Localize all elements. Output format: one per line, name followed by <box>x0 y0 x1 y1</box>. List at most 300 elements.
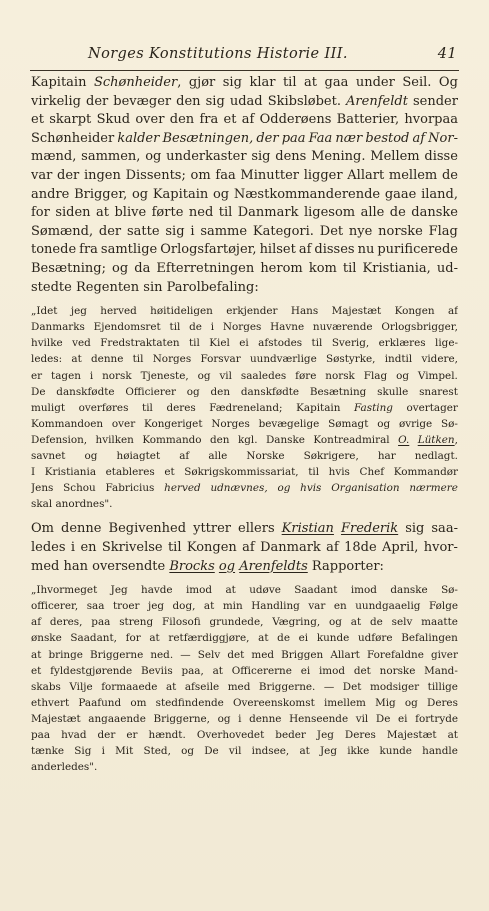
text-line <box>31 111 458 130</box>
word: retfærdiggjøre, <box>168 632 250 645</box>
word: klar <box>249 75 276 90</box>
word: officerer, <box>31 600 79 613</box>
word: i <box>70 539 76 555</box>
word: Sø- <box>441 584 458 597</box>
word: nye <box>348 223 373 239</box>
word: Orlogsfartøjer, <box>160 242 257 258</box>
word: skarpt <box>49 112 92 128</box>
word: at <box>31 648 42 661</box>
word: gjør <box>188 75 216 90</box>
text-line <box>31 74 458 93</box>
word: havde <box>141 584 173 597</box>
word: deres <box>166 401 196 414</box>
word: Kongeriget <box>144 417 203 430</box>
word: Dissents; <box>125 167 186 183</box>
word: imod <box>318 664 346 677</box>
word: og <box>181 745 194 758</box>
word: bestod <box>365 130 410 146</box>
quote-line <box>31 368 458 384</box>
word: Officererne <box>231 664 292 677</box>
word: ligger <box>303 167 343 183</box>
word: at <box>299 745 310 758</box>
quote-line <box>31 582 458 598</box>
word: blive <box>114 205 147 221</box>
word: at <box>96 205 109 221</box>
paragraph-2 <box>31 520 458 576</box>
word: en <box>80 539 97 555</box>
word: Skibsløbet. <box>267 93 341 109</box>
text-line <box>31 204 458 223</box>
word: Jeg <box>110 584 128 597</box>
word: og <box>186 385 200 398</box>
word: imellem <box>323 696 366 709</box>
word: de <box>369 616 383 629</box>
word: med <box>227 680 251 693</box>
word: Paafund <box>78 696 122 709</box>
word: hvorpaa <box>404 112 458 128</box>
quote-line <box>31 400 458 416</box>
word: muligt <box>31 401 66 414</box>
word: fra <box>79 242 98 258</box>
word: De <box>31 385 46 398</box>
word: høitideligen <box>150 305 213 318</box>
word: Søkrigere, <box>303 449 359 462</box>
word: De <box>204 745 219 758</box>
word: Sømagt <box>328 417 369 430</box>
word: Besætning; <box>31 260 106 276</box>
word: bevæger <box>113 93 172 109</box>
word: Skud <box>96 112 131 128</box>
word: videre, <box>421 353 458 366</box>
word: sin <box>143 279 163 295</box>
word: etableres <box>105 466 155 479</box>
word: savnet <box>31 449 66 462</box>
word: af <box>298 242 312 258</box>
quote-line <box>31 630 458 646</box>
word: Nor- <box>428 130 458 146</box>
word: uundværlige <box>249 353 317 366</box>
quote-line <box>31 335 458 351</box>
word: nu <box>357 242 375 258</box>
word: hændt. <box>148 728 186 741</box>
word: Saadant, <box>70 632 117 645</box>
word: Overhovedet <box>196 728 265 741</box>
quote-line <box>31 480 458 496</box>
word: disses <box>314 242 355 258</box>
quote-line <box>31 679 458 695</box>
word: føre <box>295 369 317 382</box>
header-rule <box>30 70 459 71</box>
text-line <box>31 167 458 186</box>
word: Briggerne, <box>153 712 210 725</box>
word: øvrige <box>398 417 433 430</box>
word: til <box>167 539 182 555</box>
word: Deres <box>344 728 376 741</box>
word: Arenfeldts <box>239 558 308 574</box>
word: Lütken, <box>417 433 458 446</box>
word: ethvert <box>31 696 70 709</box>
word: sender <box>413 93 458 109</box>
word: Officierer <box>125 385 176 398</box>
quote-line <box>31 496 458 512</box>
word: tillige <box>427 680 458 693</box>
word: de <box>189 321 202 334</box>
word: Deres <box>426 696 458 709</box>
word: og <box>217 712 231 725</box>
word: anordnes". <box>55 498 113 511</box>
word: de <box>277 632 290 645</box>
word: Briggen <box>281 648 324 661</box>
word: at <box>71 353 82 366</box>
word: Skrivelse <box>101 539 163 555</box>
word: saa <box>86 600 105 613</box>
word: danske <box>390 584 428 597</box>
word: Kapitain <box>31 75 87 90</box>
word: udad <box>229 93 263 109</box>
word: skal <box>31 498 53 511</box>
word: det <box>227 648 245 661</box>
word: af <box>242 539 255 555</box>
word: og <box>212 186 230 202</box>
word: Kristian <box>281 521 334 537</box>
word: hvor- <box>423 539 458 555</box>
word: Brocks <box>169 558 215 574</box>
word: Fabricius <box>105 482 155 495</box>
word: Kommandør <box>393 466 458 479</box>
word: et <box>31 112 44 128</box>
word: bringe <box>48 648 83 661</box>
word: Norges <box>152 353 192 366</box>
word: var <box>308 600 326 613</box>
word: Hans <box>290 305 319 318</box>
word: ei <box>398 712 408 725</box>
word: et <box>164 466 175 479</box>
word: til <box>169 321 181 334</box>
word: lige- <box>435 337 458 350</box>
word: er <box>126 728 138 741</box>
word: maatte <box>421 616 458 629</box>
word: ei <box>239 337 249 350</box>
word: ud- <box>436 260 458 276</box>
word: Rapporter: <box>311 558 384 574</box>
word: til <box>308 466 320 479</box>
quote-line <box>31 351 458 367</box>
word: hvilken <box>95 433 134 446</box>
word: hvad <box>61 728 87 741</box>
word: fortryde <box>415 712 458 725</box>
word: og <box>377 417 391 430</box>
word: paa <box>281 130 306 146</box>
word: Fasting <box>354 401 393 414</box>
word: norsk <box>325 369 355 382</box>
word: Faa <box>308 130 333 146</box>
word: Norges <box>211 417 250 430</box>
word: uundgaaelig <box>355 600 421 613</box>
word: Fædreneland; <box>209 401 283 414</box>
running-title: Norges Konstitutions Historie III. <box>88 46 348 62</box>
word: Tjeneste, <box>140 369 189 382</box>
word: vil <box>228 745 242 758</box>
word: ned <box>188 205 214 221</box>
text-line <box>31 558 458 577</box>
word: sig <box>405 521 425 537</box>
word: at <box>165 680 177 693</box>
word: til <box>311 337 323 350</box>
word: jeg <box>147 600 165 613</box>
word: høiagtet <box>116 449 161 462</box>
word: til <box>132 353 144 366</box>
word: gaa <box>324 75 349 90</box>
word: Kommando <box>142 433 202 446</box>
word: angaaende <box>88 712 146 725</box>
word: Allart <box>347 167 385 183</box>
word: Orlogsbrigger, <box>381 321 458 334</box>
word: sig <box>222 75 242 90</box>
word: siden <box>55 205 91 221</box>
word: danske <box>411 205 458 221</box>
word: handle <box>422 745 458 758</box>
word: sammen, <box>81 149 141 165</box>
word: Regenten <box>75 279 140 295</box>
word: herved <box>164 482 201 495</box>
word: Norges <box>222 321 262 334</box>
word: fra <box>199 112 219 128</box>
word: Norske <box>246 449 285 462</box>
word: udnævnes, <box>210 482 268 495</box>
word: Søkrigskommissariat, <box>184 466 299 479</box>
word: af <box>31 616 42 629</box>
word: troer <box>112 600 140 613</box>
word: saa- <box>431 521 458 537</box>
word: Kristiania <box>44 466 97 479</box>
word: Det <box>319 223 344 239</box>
word: ligesom <box>303 205 356 221</box>
word: samtlige <box>100 242 158 258</box>
word: kunde <box>316 632 350 645</box>
word: Om <box>31 521 54 537</box>
word: at <box>212 664 223 677</box>
text-line <box>31 148 458 167</box>
word: af <box>241 112 255 128</box>
word: Selv <box>197 648 221 661</box>
word: Kongen <box>186 539 237 555</box>
word: iland, <box>421 186 458 202</box>
word: herved <box>100 305 137 318</box>
word: nærmere <box>409 482 458 495</box>
word: kunde <box>379 745 412 758</box>
word: nær <box>335 130 363 146</box>
word: og <box>404 696 418 709</box>
quote-line <box>31 319 458 335</box>
word: paa, <box>181 664 204 677</box>
word: Vægring, <box>272 616 321 629</box>
paragraph-1 <box>31 74 458 297</box>
word: imod <box>350 584 377 597</box>
word: oversendte <box>92 558 166 574</box>
word: snarest <box>419 385 458 398</box>
word: bevægelige <box>258 417 320 430</box>
word: Jens <box>31 482 54 495</box>
word: sig <box>205 93 225 109</box>
word: ved <box>72 337 91 350</box>
word: den <box>176 93 201 109</box>
word: og <box>218 558 236 574</box>
word: af <box>326 539 339 555</box>
text-line <box>31 279 458 298</box>
word: Flag <box>363 369 388 382</box>
word: norsk <box>102 369 132 382</box>
word: April, <box>382 539 419 555</box>
word: Ejendomsret <box>93 321 161 334</box>
word: Schønheider <box>31 130 115 146</box>
word: og <box>84 449 98 462</box>
word: danskfødte <box>56 385 115 398</box>
text-line <box>31 130 458 149</box>
text-line <box>31 260 458 279</box>
word: tonede <box>31 242 77 258</box>
word: til <box>342 260 357 276</box>
word: indsee, <box>251 745 290 758</box>
word: Kategori. <box>252 223 314 239</box>
word: tagen <box>51 369 81 382</box>
word: alle <box>360 205 385 221</box>
word: Kristiania, <box>362 260 431 276</box>
word: Schønheider, <box>93 75 182 90</box>
word: til <box>188 337 200 350</box>
word: at <box>149 632 160 645</box>
word: hvis <box>328 466 350 479</box>
word: og <box>277 482 291 495</box>
word: Frederik <box>340 521 399 537</box>
quote-line <box>31 598 458 614</box>
text-line <box>31 241 458 260</box>
word: fyldestgjørende <box>50 664 133 677</box>
word: ledes <box>31 539 66 555</box>
word: i <box>190 223 195 239</box>
word: Efterretningen <box>156 260 255 276</box>
word: sig <box>251 149 271 165</box>
word: modsiger <box>369 680 420 693</box>
word: overføres <box>78 401 129 414</box>
word: og <box>112 260 129 276</box>
word: Jeg <box>316 728 334 741</box>
word: ned. <box>150 648 174 661</box>
text-line <box>31 520 458 539</box>
word: en <box>333 600 347 613</box>
word: Danmark <box>260 539 321 555</box>
word: mænd, <box>31 149 77 165</box>
word: at <box>304 75 317 90</box>
word: erkjender <box>226 305 278 318</box>
quote-line <box>31 759 458 775</box>
word: hvilke <box>31 337 63 350</box>
word: Briggerne. <box>258 680 316 693</box>
word: disse <box>424 149 458 165</box>
quote-line <box>31 303 458 319</box>
word: kalder <box>117 130 160 146</box>
word: Overeenskomst <box>233 696 315 709</box>
word: 18de <box>344 539 377 555</box>
word: Schou <box>63 482 96 495</box>
word: De <box>375 712 391 725</box>
word: Mand- <box>424 664 458 677</box>
word: Handling <box>251 600 300 613</box>
word: mellem <box>388 167 438 183</box>
word: Næstkommanderende <box>233 186 381 202</box>
word: kgl. <box>237 433 258 446</box>
word: Kommandoen <box>31 417 104 430</box>
word: selv <box>391 616 413 629</box>
word: Sted, <box>143 745 171 758</box>
word: jeg <box>70 305 87 318</box>
word: ingen <box>83 167 121 183</box>
word: norske <box>378 223 423 239</box>
word: der <box>86 93 109 109</box>
word: overtager <box>406 401 458 414</box>
word: den <box>169 112 195 128</box>
word: nuværende <box>312 321 373 334</box>
word: Havne <box>270 321 305 334</box>
word: hvis <box>300 482 322 495</box>
word: I <box>31 466 36 479</box>
word: i <box>89 369 94 382</box>
word: det <box>353 664 371 677</box>
word: at <box>447 728 458 741</box>
word: den <box>210 385 231 398</box>
word: Kapitain <box>152 186 209 202</box>
word: ikke <box>347 745 370 758</box>
word: dens <box>275 149 307 165</box>
word: danskfødte <box>240 385 300 398</box>
word: Majestæt <box>31 712 81 725</box>
word: ellers <box>238 521 275 537</box>
word: udføre <box>357 632 393 645</box>
word: Danmarks <box>31 321 85 334</box>
quote-line <box>31 614 458 630</box>
word: Følge <box>428 600 458 613</box>
quote-line <box>31 727 458 743</box>
quote-letter <box>31 582 458 775</box>
quote-line <box>31 432 458 448</box>
word: Forefaldne <box>366 648 424 661</box>
word: ei <box>300 664 311 677</box>
word: faa <box>215 167 236 183</box>
word: anderledes". <box>31 761 98 774</box>
word: streng <box>119 616 154 629</box>
word: afstodes <box>258 337 303 350</box>
word: Arenfeldt <box>346 93 408 109</box>
word: der <box>57 167 80 183</box>
word: førte <box>151 205 184 221</box>
word: Odderøens <box>259 112 332 128</box>
word: Defension, <box>31 433 88 446</box>
word: at <box>203 600 215 613</box>
text-line <box>31 539 458 558</box>
word: Besætning <box>309 385 367 398</box>
word: Filosofi <box>162 616 201 629</box>
word: ledes: <box>31 353 63 366</box>
running-header <box>30 46 459 68</box>
word: satte <box>126 223 160 239</box>
word: at <box>258 632 269 645</box>
word: Kiel <box>209 337 230 350</box>
word: om <box>190 167 211 183</box>
word: over <box>111 417 136 430</box>
word: denne <box>249 712 282 725</box>
word: saaledes <box>240 369 287 382</box>
word: til <box>218 205 233 221</box>
word: stedte <box>31 279 72 295</box>
